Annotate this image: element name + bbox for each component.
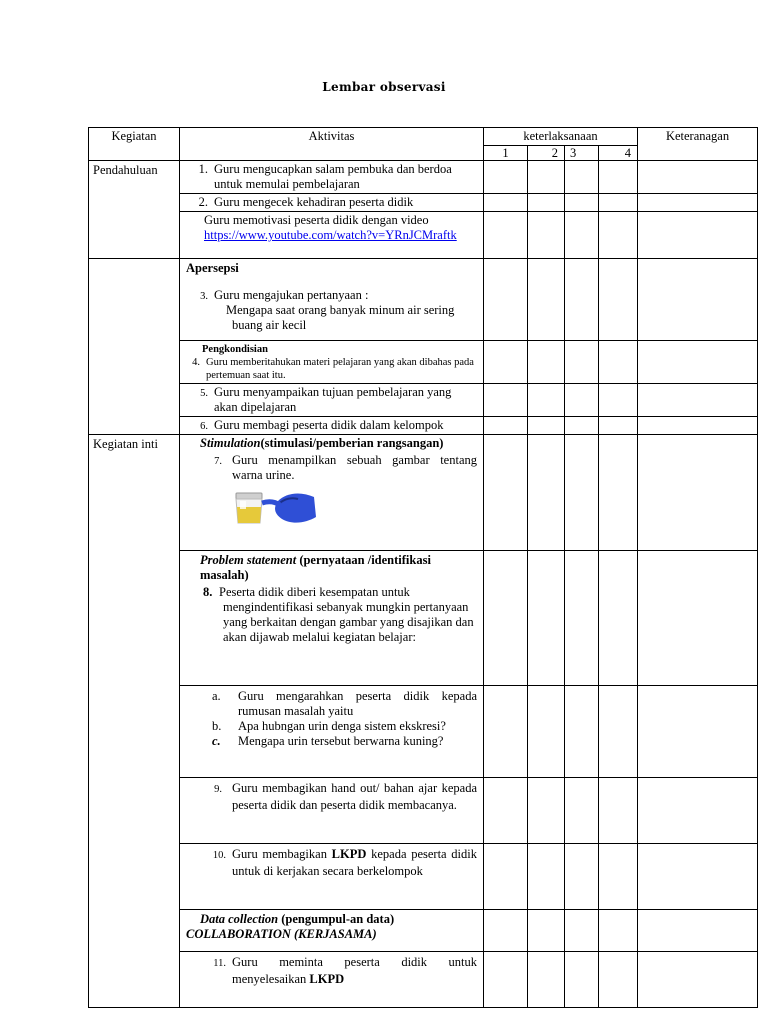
activity-text: Guru mengucapkan salam pembuka dan berdoa untuk memulai pembelajaran	[214, 162, 452, 191]
table-row	[89, 417, 758, 435]
table-row	[89, 435, 758, 551]
table-row	[89, 259, 758, 341]
item-number: 9.	[214, 784, 222, 795]
apersepsi-question: Mengapa saat orang banyak minum air sering buang air kecil	[226, 303, 455, 332]
urine-sample-cup-with-glove-icon	[222, 487, 318, 527]
header-keterangan: Keteranagan	[638, 128, 758, 161]
item-number: 11.	[213, 958, 226, 969]
pengkondisian-heading: Pengkondisian	[202, 344, 268, 355]
item-number: 3.	[200, 291, 208, 302]
table-row	[89, 551, 758, 686]
activity-text: Peserta didik diberi kesempatan untuk mengindentifikasi sebanyak mungkin pertanyaan yang berkaitan dengan gambar yang disajikan dan akan dijawab melalui kegiatan belajar:	[219, 585, 474, 644]
activity-text: Guru menyampaikan tujuan pembelajaran yang akan dipelajaran	[214, 385, 452, 414]
activity-text: Guru meminta peserta didik untuk menyelesaikan	[232, 955, 477, 986]
activity-text: Guru membagikan	[232, 847, 332, 861]
list-item: c. Mengapa urin tersebut berwarna kuning?	[212, 734, 444, 748]
observation-table	[88, 127, 758, 1008]
youtube-link[interactable]: https://www.youtube.com/watch?v=YRnJCMraftk	[204, 228, 457, 242]
section-kegiatan-inti: Kegiatan inti	[89, 435, 180, 1008]
table-row	[89, 910, 758, 952]
activity-text: Guru membagikan hand out/ bahan ajar kepada peserta didik dan peserta didik membacanya.	[232, 781, 477, 812]
lkpd-label: LKPD	[309, 972, 345, 986]
scale-1: 1	[484, 146, 528, 161]
table-row	[89, 212, 758, 259]
table-row	[89, 161, 758, 194]
table-row	[89, 341, 758, 384]
item-number: 8.	[203, 585, 213, 599]
scale-3: 3	[565, 146, 599, 161]
activity-text: Guru mengajukan pertanyaan :	[214, 288, 369, 302]
table-row	[89, 952, 758, 1008]
activity-text: Guru mengecek kehadiran peserta didik	[214, 195, 414, 209]
item-number: 4.	[192, 357, 200, 368]
table-row	[89, 384, 758, 417]
document-title: Lembar observasi	[322, 80, 446, 94]
section-blank	[89, 259, 180, 435]
activity-text: Guru membagi peserta didik dalam kelompok	[214, 418, 444, 432]
stimulation-heading-italic: Stimulation	[200, 436, 261, 450]
data-collection-heading-rest: (pengumpul-an data)	[278, 912, 395, 926]
activity-text: Guru menampilkan sebuah gambar tentang warna urine.	[232, 453, 477, 482]
item-number: 7.	[214, 456, 222, 467]
problem-heading-italic: Problem statement	[200, 553, 297, 567]
list-item: a. Guru mengarahkan peserta didik kepada rumusan masalah yaitu	[212, 689, 477, 718]
list-item: b. Apa hubngan urin denga sistem ekskresi?	[212, 719, 446, 733]
activity-text: Guru memberitahukan materi pelajaran yang akan dibahas pada pertemuan saat itu.	[206, 357, 474, 381]
scale-2: 2	[528, 146, 565, 161]
table-row	[89, 194, 758, 212]
table-row	[89, 686, 758, 778]
table-row: 10. Guru membagikan LKPD kepada peserta didik untuk di kerjakan secara berkelompok	[89, 844, 758, 910]
item-number: 2.	[198, 195, 208, 209]
item-number: 10.	[212, 850, 226, 861]
lkpd-label: LKPD	[331, 847, 367, 861]
item-number: 5.	[200, 388, 208, 399]
scale-4: 4	[599, 146, 638, 161]
apersepsi-heading: Apersepsi	[186, 261, 239, 275]
item-number: 6.	[200, 421, 208, 432]
stimulation-heading-rest: (stimulasi/pemberian rangsangan)	[260, 436, 444, 450]
section-pendahuluan: Pendahuluan	[89, 161, 180, 259]
data-collection-heading-italic: Data collection	[200, 912, 279, 926]
table-row	[89, 778, 758, 844]
header-kegiatan: Kegiatan	[89, 128, 180, 161]
problem-heading-rest: (pernyataan /identifikasi masalah)	[200, 553, 431, 582]
activity-text: Guru memotivasi peserta didik dengan video	[204, 213, 429, 227]
header-aktivitas: Aktivitas	[180, 128, 484, 161]
collaboration-heading: COLLABORATION (KERJASAMA)	[186, 927, 377, 941]
header-keterlaksanaan: keterlaksanaan	[484, 128, 638, 146]
item-number: 1.	[198, 162, 208, 176]
